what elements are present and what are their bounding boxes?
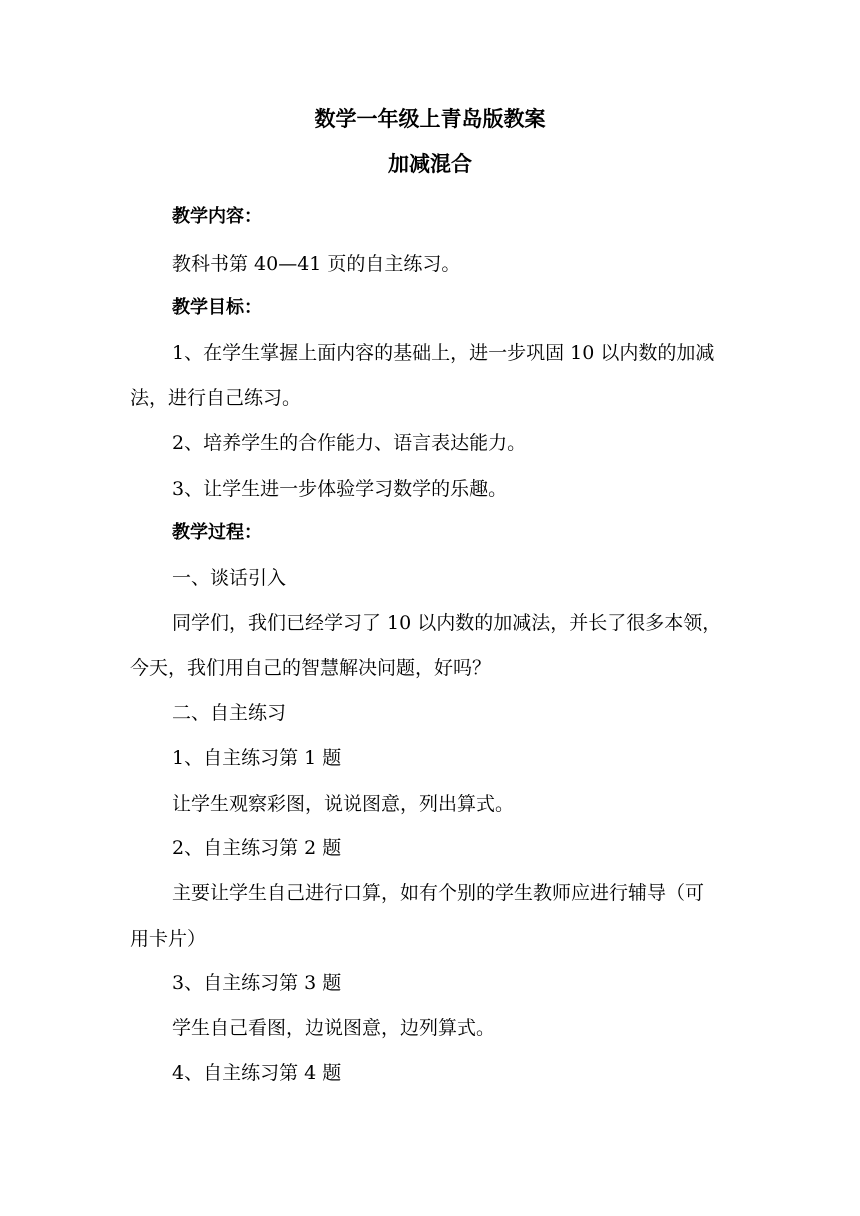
goal-3: 3、让学生进一步体验学习数学的乐趣。 bbox=[172, 478, 508, 500]
section-1-title: 一、谈话引入 bbox=[172, 567, 287, 589]
section-2-title: 二、自主练习 bbox=[172, 702, 287, 724]
intro-line-1: 同学们，我们已经学习了 10 以内数的加减法，并长了很多本领， bbox=[172, 612, 722, 634]
intro-line-2: 今天，我们用自己的智慧解决问题，好吗？ bbox=[130, 657, 492, 679]
exercise-3-description: 学生自己看图，边说图意，边列算式。 bbox=[172, 1017, 496, 1039]
goal-1-line-1: 1、在学生掌握上面内容的基础上，进一步巩固 10 以内数的加减 bbox=[172, 342, 715, 364]
document-subtitle: 加减混合 bbox=[388, 152, 472, 176]
heading-teaching-content: 教学内容： bbox=[172, 206, 262, 227]
exercise-2-title: 2、自主练习第 2 题 bbox=[172, 837, 342, 859]
exercise-2-description-line-1: 主要让学生自己进行口算，如有个别的学生教师应进行辅导（可 bbox=[172, 882, 705, 904]
heading-teaching-goals: 教学目标： bbox=[172, 297, 262, 318]
exercise-4-title: 4、自主练习第 4 题 bbox=[172, 1062, 342, 1084]
exercise-1-title: 1、自主练习第 1 题 bbox=[172, 747, 342, 769]
exercise-2-description-line-2: 用卡片） bbox=[130, 928, 207, 950]
exercise-1-description: 让学生观察彩图，说说图意，列出算式。 bbox=[172, 793, 515, 815]
goal-2: 2、培养学生的合作能力、语言表达能力。 bbox=[172, 432, 527, 454]
document-title: 数学一年级上青岛版教案 bbox=[314, 107, 546, 131]
paragraph-textbook-pages: 教科书第 40—41 页的自主练习。 bbox=[172, 253, 461, 275]
heading-teaching-process: 教学过程： bbox=[172, 522, 262, 543]
exercise-3-title: 3、自主练习第 3 题 bbox=[172, 972, 342, 994]
goal-1-line-2: 法，进行自己练习。 bbox=[130, 387, 302, 409]
